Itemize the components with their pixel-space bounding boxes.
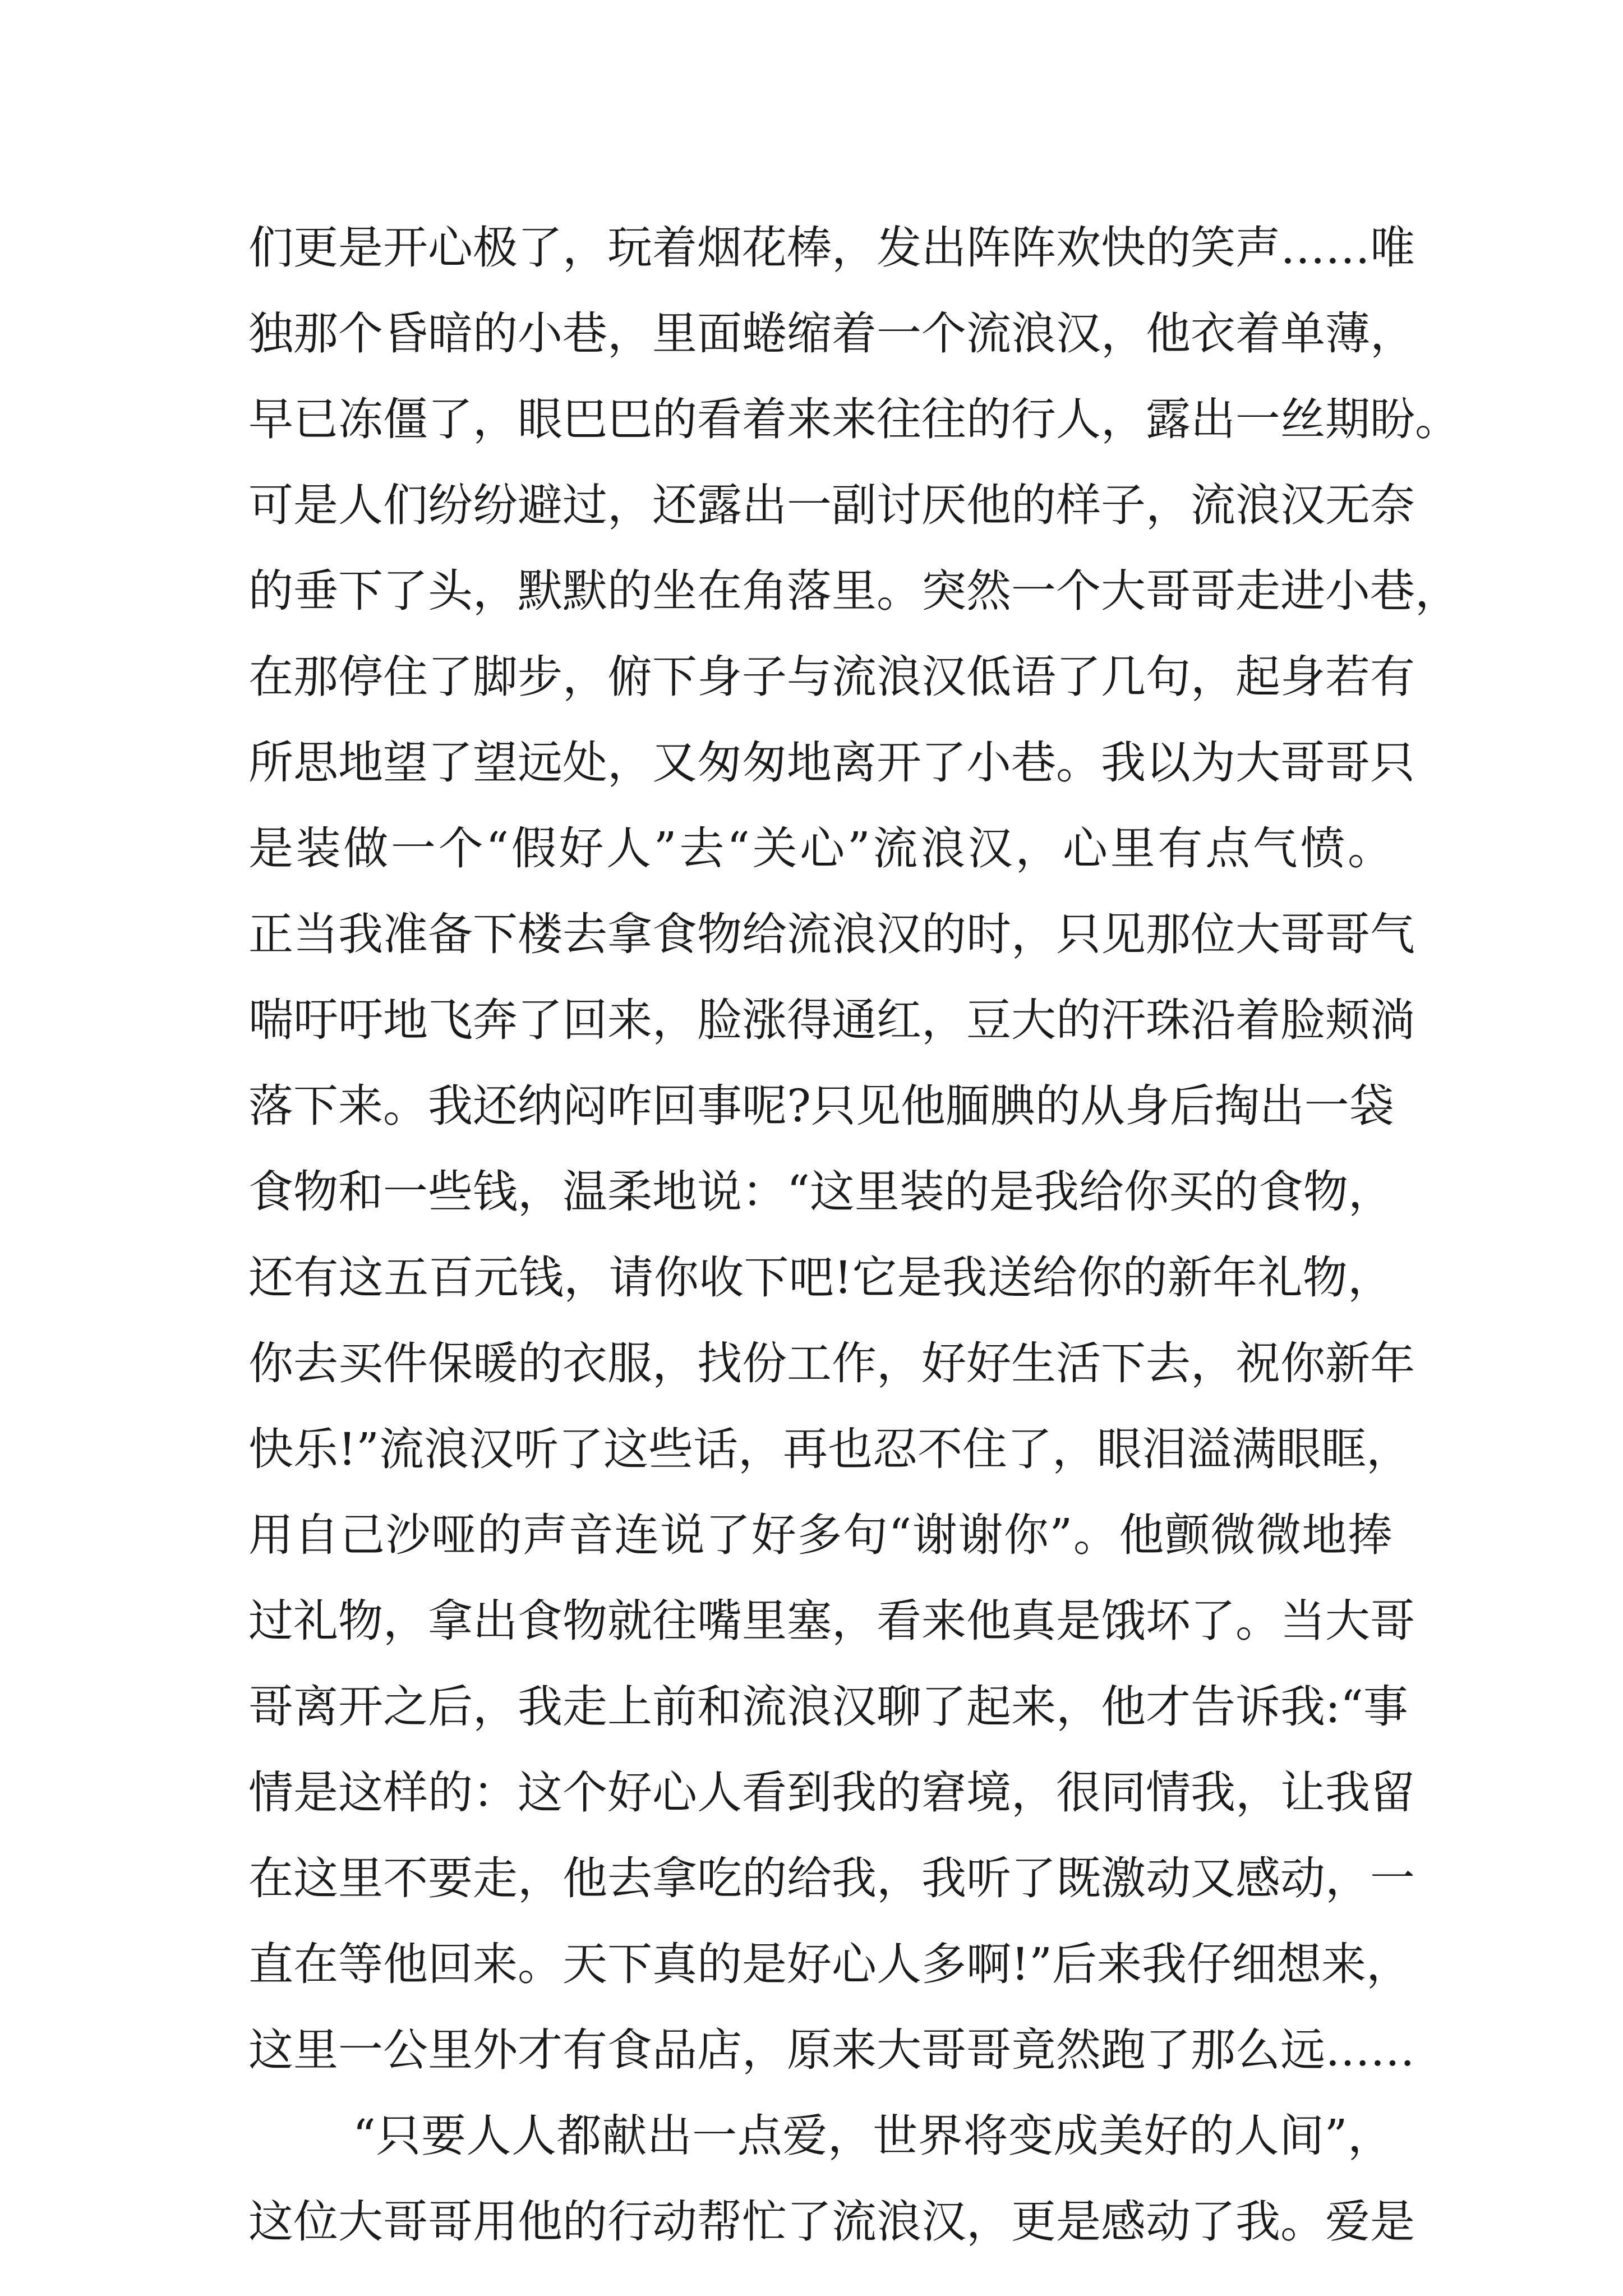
text-line: 在这里不要走，他去拿吃的给我，我听了既激动又感动，一 <box>248 1852 1415 1904</box>
text-line: 在那停住了脚步，俯下身子与流浪汉低语了几句，起身若有 <box>248 651 1415 703</box>
text-line: 所思地望了望远处，又匆匆地离开了小巷。我以为大哥哥只 <box>248 737 1415 789</box>
text-line: 食物和一些钱，温柔地说：“这里装的是我给你买的食物， <box>248 1166 1393 1218</box>
text-line: 可是人们纷纷避过，还露出一副讨厌他的样子，流浪汉无奈 <box>248 479 1415 531</box>
text-line: 早已冻僵了，眼巴巴的看着来来往往的行人，露出一丝期盼。 <box>248 393 1460 445</box>
text-line: 是装做一个“假好人”去“关心”流浪汉，心里有点气愤。 <box>248 822 1393 875</box>
text-line: 还有这五百元钱，请你收下吧!它是我送给你的新年礼物， <box>248 1251 1393 1304</box>
text-line: 的垂下了头，默默的坐在角落里。突然一个大哥哥走进小巷， <box>248 565 1460 617</box>
text-line: 快乐!”流浪汉听了这些话，再也忍不住了，眼泪溢满眼眶， <box>248 1423 1412 1475</box>
text-line: 喘吁吁地飞奔了回来，脸涨得通红，豆大的汗珠沿着脸颊淌 <box>248 994 1415 1046</box>
text-line: 这位大哥哥用他的行动帮忙了流浪汉，更是感动了我。爱是 <box>248 2196 1415 2248</box>
text-line: 正当我准备下楼去拿食物给流浪汉的时，只见那位大哥哥气 <box>248 908 1415 960</box>
text-line: 用自己沙哑的声音连说了好多句“谢谢你”。他颤微微地捧 <box>248 1509 1393 1561</box>
text-line: 们更是开心极了，玩着烟花棒，发出阵阵欢快的笑声……唯 <box>248 222 1415 274</box>
text-line: 你去买件保暖的衣服，找份工作，好好生活下去，祝你新年 <box>248 1337 1415 1389</box>
body-text <box>248 205 1460 2265</box>
text-line: 过礼物，拿出食物就往嘴里塞，看来他真是饿坏了。当大哥 <box>248 1595 1415 1647</box>
text-line: 直在等他回来。天下真的是好心人多啊!”后来我仔细想来， <box>248 1938 1412 1990</box>
paragraph-start-line: “只要人人都献出一点爱，世界将变成美好的人间”， <box>353 2110 1393 2162</box>
paragraph-end-line: 这里一公里外才有食品店，原来大哥哥竟然跑了那么远…… <box>248 2024 1415 2076</box>
text-line: 独那个昏暗的小巷，里面蜷缩着一个流浪汉，他衣着单薄， <box>248 307 1415 360</box>
text-line: 哥离开之后，我走上前和流浪汉聊了起来，他才告诉我:“事 <box>248 1681 1408 1733</box>
text-line: 情是这样的：这个好心人看到我的窘境，很同情我，让我留 <box>248 1766 1415 1819</box>
text-line: 落下来。我还纳闷咋回事呢?只见他腼腆的从身后掏出一袋 <box>248 1080 1394 1132</box>
